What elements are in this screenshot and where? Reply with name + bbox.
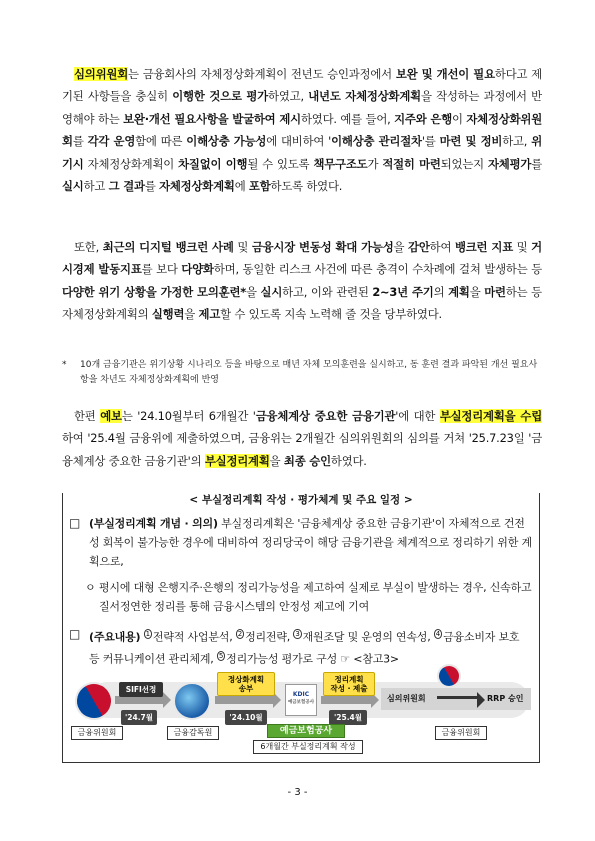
paragraph-recommendations: 또한, 최근의 디지털 뱅크런 사례 및 금융시장 변동성 확대 가능성을 감안하여 뱅크런 지표 및 거시경제 발동지표를 보다 다양화하며, 동일한 리스크 사건에 따른 충격이 수차례에 걸쳐 발생하는 등 다양한 위기 상황을 가정한 모의훈련*을 실시하고, 이와 관련된 2~3년 주기의 계획을 마련하는 등 자체정상화계획의 실행력을 제고할 수 있도록 지속 노력해 줄 것을 당부하였다. (62, 240, 543, 322)
kdic-label: 예금보험공사 (267, 724, 345, 738)
paragraph-committee-review: 심의위원회는 금융회사의 자체정상화계획이 전년도 승인과정에서 보완 및 개선이 필요하다고 제기된 사항들을 충실히 이행한 것으로 평가하였고, 내년도 자체정상화계획을 작성하는 과정에서 반영해야 하는 보완·개선 필요사항을 발굴하여 제시하였다. 예를 들어, 지주와 은행이 자체정상화위원회를 각각 운영함에 따른 이해상충 가능성에 대비하여 '이해상충 관리절차'를 마련 및 정비하고, 위기시 자체정상화계획이 차질없이 이행될 수 있도록 책무구조도가 적절히 마련되었는지 자체평가를 실시하고 그 결과를 자체정상화계획에 포함하도록 하였다. (62, 67, 543, 194)
step1-pill: SIFI선정 (119, 682, 163, 697)
square-bullet-icon: □ (69, 516, 81, 530)
arrow-icon (115, 696, 163, 704)
process-flow-diagram (69, 672, 535, 757)
paragraph-kdic-plan: 한편 예보는 '24.10월부터 6개월간 '금융체계상 중요한 금융기관'에 대한 부실정리계획을 수립하여 '25.4월 금융위에 제출하였으며, 금융위는 2개월간 심의위원회의 심의를 거쳐 '25.7.23일 '금융체계상 중요한 금융기관'의 부실정리계획을 최종 승인하였다. (62, 409, 542, 468)
kdic-sublabel: 6개월간 부실정리계획 작성 (253, 740, 363, 754)
page-number: - 3 - (287, 787, 308, 798)
fsc-label-2: 금융위원회 (435, 726, 487, 740)
item-concept-sub: ㅇ 평시에 대형 은행지주·은행의 정리가능성을 제고하여 실제로 부실이 발생하는 경우, 신속하고 질서정연한 정리를 통해 금융시스템의 안정성 제고에 기여 (85, 578, 533, 616)
fss-emblem-icon (173, 682, 211, 720)
step2-date: '24.10월 (225, 710, 267, 725)
footnote-text: 10개 금융기관은 위기상황 시나리오 등을 바탕으로 매년 자체 모의훈련을 실시하고, 동 훈련 결과 파악된 개선 필요사항을 차년도 자체정상화계획에 반영 (80, 360, 538, 385)
summary-box (62, 493, 540, 763)
fsc-label: 금융위원회 (71, 726, 123, 740)
committee-label: 심의위원회 (387, 694, 426, 703)
arrow-icon (437, 696, 477, 699)
arrow-icon (215, 696, 273, 704)
item-concept: □ (부실정리계획 개념 · 의의) 부실정리계획은 '금융체계상 중요한 금융기관'이 자체적으로 건전성 회복이 불가능한 경우에 대비하여 정리당국이 해당 금융기관을 체계적으로 정리하기 위한 계획으로, (69, 516, 532, 568)
step3-pill: 정리계획 작성 · 제출 (323, 672, 375, 696)
square-bullet-icon: □ (69, 627, 81, 641)
kdic-logo: KDIC 예금보험공사 (285, 684, 317, 716)
step1-date: '24.7월 (121, 710, 157, 725)
arrow-icon (321, 696, 371, 704)
summary-box-title: < 부실정리계획 작성 · 평가체계 및 주요 일정 > (63, 493, 539, 507)
footnote-marker: * (62, 360, 67, 370)
footnote (62, 358, 542, 388)
fss-label: 금융감독원 (167, 726, 219, 740)
step2-pill: 정상화계획 송부 (217, 672, 275, 696)
step3-date: '25.4월 (329, 710, 367, 725)
item-contents: □ (주요내용) $^1$ 전략적 사업분석, $^2$ 정리전략, $^3$ 재원조달 및 운영의 연속성, $^4$ 금융소비자 보호 등 커뮤니케이션 관리체계, $^5$ 정리가능성 평가로 구성 ☞ <참고3> (69, 627, 520, 666)
circle-bullet-icon: ㅇ (85, 581, 96, 594)
rrp-approval-label: RRP 승인 (487, 694, 524, 703)
